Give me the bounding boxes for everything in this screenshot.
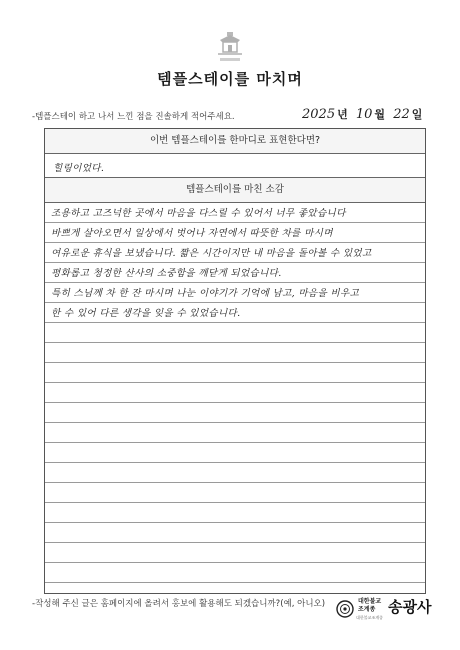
temple-tiny-caption: 대한불교조계종 bbox=[356, 615, 384, 620]
one-word-answer: 힐링이었다. bbox=[53, 163, 105, 174]
ruled-line bbox=[45, 482, 425, 483]
impression-line: 한 수 있어 다른 생각을 잊을 수 있었습니다. bbox=[51, 308, 241, 319]
ruled-line bbox=[45, 382, 425, 383]
impression-line: 평화롭고 청정한 산사의 소중함을 깨닫게 되었습니다. bbox=[51, 268, 282, 279]
ruled-line bbox=[45, 582, 425, 583]
page-title: 템플스테이를 마치며 bbox=[157, 70, 303, 88]
ruled-line bbox=[45, 442, 425, 443]
ruled-line bbox=[45, 542, 425, 543]
date-year: 2025 bbox=[302, 107, 336, 122]
date-month-unit: 월 bbox=[374, 108, 386, 121]
ruled-line bbox=[45, 342, 425, 343]
ruled-line bbox=[45, 462, 425, 463]
instruction-text: -템플스테이 하고 나서 느낀 점을 진솔하게 적어주세요. bbox=[32, 112, 235, 122]
date-year-unit: 년 bbox=[337, 108, 348, 121]
ruled-line bbox=[45, 262, 425, 263]
ruled-line bbox=[45, 502, 425, 503]
impression-line: 조용하고 고즈넉한 곳에서 마음을 다스릴 수 있어서 너무 좋았습니다 bbox=[51, 208, 346, 219]
temple-name: 송광사 bbox=[388, 598, 432, 616]
ruled-line bbox=[45, 282, 425, 283]
temple-logo bbox=[336, 598, 432, 622]
ruled-line bbox=[45, 402, 425, 403]
ruled-line bbox=[45, 302, 425, 303]
form-frame bbox=[44, 128, 426, 594]
ruled-line bbox=[45, 362, 425, 363]
date bbox=[302, 106, 426, 122]
ruled-line bbox=[45, 522, 425, 523]
ruled-line bbox=[45, 222, 425, 223]
impression-line: 바쁘게 살아오면서 일상에서 벗어나 자연에서 따뜻한 차를 마시며 bbox=[51, 228, 333, 239]
ruled-line bbox=[45, 322, 425, 323]
templestay-logo-icon bbox=[214, 30, 246, 66]
footer-note: -작성해 주신 글은 홈페이지에 올려서 홍보에 활용해도 되겠습니까?(예, 아니오) bbox=[32, 599, 326, 609]
impression-line: 특히 스님께 차 한 잔 마시며 나눈 이야기가 기억에 남고, 마음을 비우고 bbox=[51, 288, 360, 299]
impressions-title: 템플스테이를 마친 소감 bbox=[45, 177, 425, 203]
one-word-question: 이번 템플스테이를 한마디로 표현한다면? bbox=[45, 129, 425, 154]
date-month: 10 bbox=[355, 107, 373, 122]
ruled-line bbox=[45, 562, 425, 563]
temple-seal-icon bbox=[336, 600, 354, 618]
impression-line: 여유로운 휴식을 보냈습니다. 짧은 시간이지만 내 마음을 돌아볼 수 있었고 bbox=[51, 248, 372, 259]
date-day-unit: 일 bbox=[411, 108, 423, 121]
temple-order: 대한불교 조계종 bbox=[358, 598, 382, 613]
date-day: 22 bbox=[393, 107, 410, 122]
ruled-line bbox=[45, 242, 425, 243]
ruled-line bbox=[45, 422, 425, 423]
